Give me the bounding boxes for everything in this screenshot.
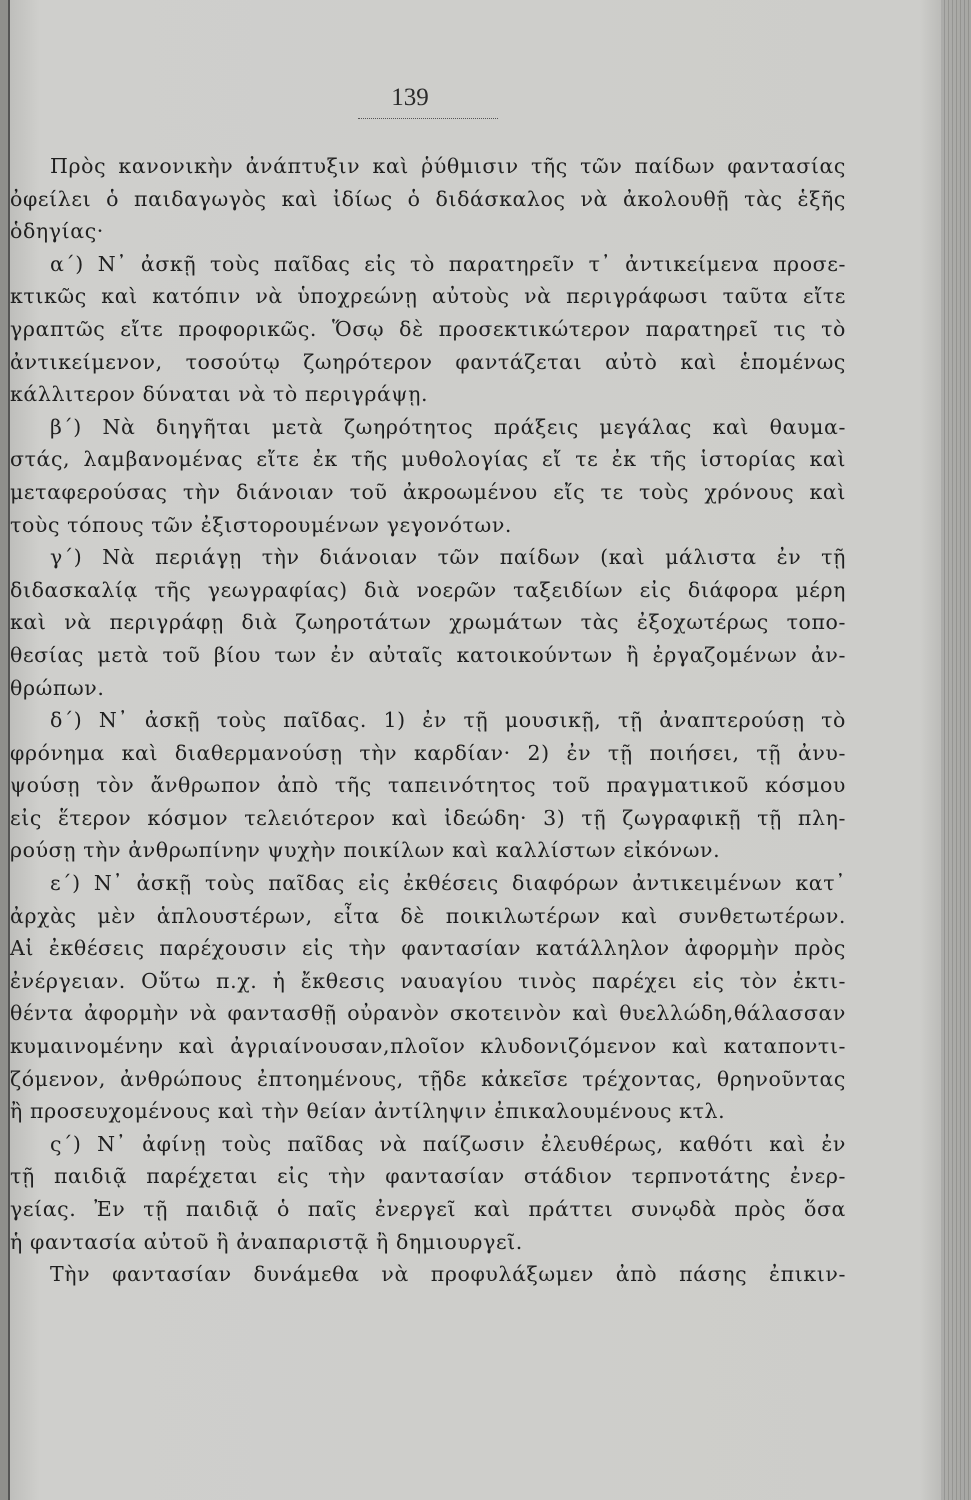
text-line: καὶ νὰ περιγράφῃ διὰ ζωηροτάτων χρωμάτων τὰς ἐξοχωτέρως τοπο- xyxy=(10,610,846,635)
text-line: θέντα ἀφορμὴν νὰ φαντασθῇ οὐρανὸν σκοτεινὸν καὶ θυελλώδη,θάλασσαν xyxy=(10,1001,846,1026)
text-line: Αἱ ἐκθέσεις παρέχουσιν εἰς τὴν φαντασίαν κατάλληλον ἀφορμὴν πρὸς xyxy=(10,936,846,961)
page-binding-edge xyxy=(0,0,10,1500)
text-line: ἡ φαντασία αὐτοῦ ἢ ἀναπαριστᾷ ἢ δημιουργεῖ. xyxy=(10,1229,523,1254)
text-line: ὀφείλει ὁ παιδαγωγὸς καὶ ἰδίως ὁ διδάσκαλος νὰ ἀκολουθῇ τὰς ἑξῆς xyxy=(10,186,846,211)
text-line: θεσίας μετὰ τοῦ βίου των ἐν αὐταῖς κατοικούντων ἢ ἐργαζομένων ἀν- xyxy=(10,642,846,667)
page-number: 139 xyxy=(391,84,429,111)
text-line: γείας. Ἐν τῇ παιδιᾷ ὁ παῖς ἐνεργεῖ καὶ πράττει συνῳδὰ πρὸς ὅσα xyxy=(10,1197,846,1221)
text-line: ρούσῃ τὴν ἀνθρωπίνην ψυχὴν ποικίλων καὶ καλλίστων εἰκόνων. xyxy=(10,838,721,863)
text-line: Πρὸς κανονικὴν ἀνάπτυξιν καὶ ῥύθμισιν τῆς τῶν παίδων φαντασίας xyxy=(50,154,846,178)
text-line: κάλλιτερον δύναται νὰ τὸ περιγράψῃ. xyxy=(10,382,429,407)
text-line: διδασκαλίᾳ τῆς γεωγραφίας) διὰ νοερῶν ταξειδίων εἰς διάφορα μέρη xyxy=(10,577,846,602)
text-line: κυμαινομένην καὶ ἀγριαίνουσαν,πλοῖον κλυδονιζόμενον καὶ καταποντι- xyxy=(10,1034,846,1059)
text-line: ἀρχὰς μὲν ἁπλουστέρων, εἶτα δὲ ποικιλωτέρων καὶ συνθετωτέρων. xyxy=(10,903,846,928)
text-line: ἢ προσευχομένους καὶ τὴν θείαν ἀντίληψιν ἐπικαλουμένους κτλ. xyxy=(10,1099,726,1124)
text-line: γ΄) Νὰ περιάγῃ τὴν διάνοιαν τῶν παίδων (καὶ μάλιστα ἐν τῇ xyxy=(50,545,846,570)
text-line: δ΄) Ν᾽ ἀσκῇ τοὺς παῖδας. 1) ἐν τῇ μουσικῇ, τῇ ἀναπτερούσῃ τὸ xyxy=(50,708,846,733)
text-line: ἀντικείμενον, τοσούτῳ ζωηρότερον φαντάζεται αὐτὸ καὶ ἑπομένως xyxy=(10,349,846,374)
text-line: α΄) Ν᾽ ἀσκῇ τοὺς παῖδας εἰς τὸ παρατηρεῖν τ᾽ ἀντικείμενα προσε- xyxy=(50,251,846,276)
text-line: ε΄) Ν᾽ ἀσκῇ τοὺς παῖδας εἰς ἐκθέσεις διαφόρων ἀντικειμένων κατ᾽ xyxy=(50,871,846,896)
text-line: ζόμενον, ἀνθρώπους ἐπτοημένους, τῇδε κἀκεῖσε τρέχοντας, θρηνοῦντας xyxy=(10,1066,846,1091)
text-line: Τὴν φαντασίαν δυνάμεθα νὰ προφυλάξωμεν ἀπὸ πάσης ἐπικιν- xyxy=(50,1262,846,1287)
text-line: ς΄) Ν᾽ ἀφίνῃ τοὺς παῖδας νὰ παίζωσιν ἐλευθέρως, καθότι καὶ ἐν xyxy=(50,1131,846,1156)
text-line: τοὺς τόπους τῶν ἐξιστορουμένων γεγονότων. xyxy=(10,512,513,537)
body-text xyxy=(10,150,846,1291)
text-line: ἐνέργειαν. Οὕτω π.χ. ἡ ἔκθεσις ναυαγίου τινὸς παρέχει εἰς τὸν ἐκτι- xyxy=(10,968,846,993)
text-line: κτικῶς καὶ κατόπιν νὰ ὑποχρεώνῃ αὐτοὺς νὰ περιγράφωσι ταῦτα εἴτε xyxy=(10,284,846,309)
text-line: β΄) Νὰ διηγῆται μετὰ ζωηρότητος πράξεις μεγάλας καὶ θαυμα- xyxy=(50,414,846,439)
header-rule xyxy=(358,118,498,119)
text-line: ὁδηγίας· xyxy=(10,219,104,244)
page-stack-edge xyxy=(941,0,971,1500)
text-line: ψούσῃ τὸν ἄνθρωπον ἀπὸ τῆς ταπεινότητος τοῦ πραγματικοῦ κόσμου xyxy=(10,773,846,798)
text-line: θρώπων. xyxy=(10,675,105,700)
text-line: μεταφερούσας τὴν διάνοιαν τοῦ ἀκροωμένου εἴς τε τοὺς χρόνους καὶ xyxy=(10,479,846,504)
text-line: εἰς ἕτερον κόσμον τελειότερον καὶ ἰδεώδη· 3) τῇ ζωγραφικῇ τῇ πλη- xyxy=(10,805,846,830)
text-line: φρόνημα καὶ διαθερμανούσῃ τὴν καρδίαν· 2) ἐν τῇ ποιήσει, τῇ ἀνυ- xyxy=(10,740,846,765)
text-line: γραπτῶς εἴτε προφορικῶς. Ὅσῳ δὲ προσεκτικώτερον παρατηρεῖ τις τὸ xyxy=(10,316,846,341)
text-line: τῇ παιδιᾷ παρέχεται εἰς τὴν φαντασίαν στάδιον τερπνοτάτης ἐνερ- xyxy=(10,1164,846,1189)
text-line: στάς, λαμβανομένας εἴτε ἐκ τῆς μυθολογίας εἴ τε ἐκ τῆς ἱστορίας καὶ xyxy=(10,447,846,472)
